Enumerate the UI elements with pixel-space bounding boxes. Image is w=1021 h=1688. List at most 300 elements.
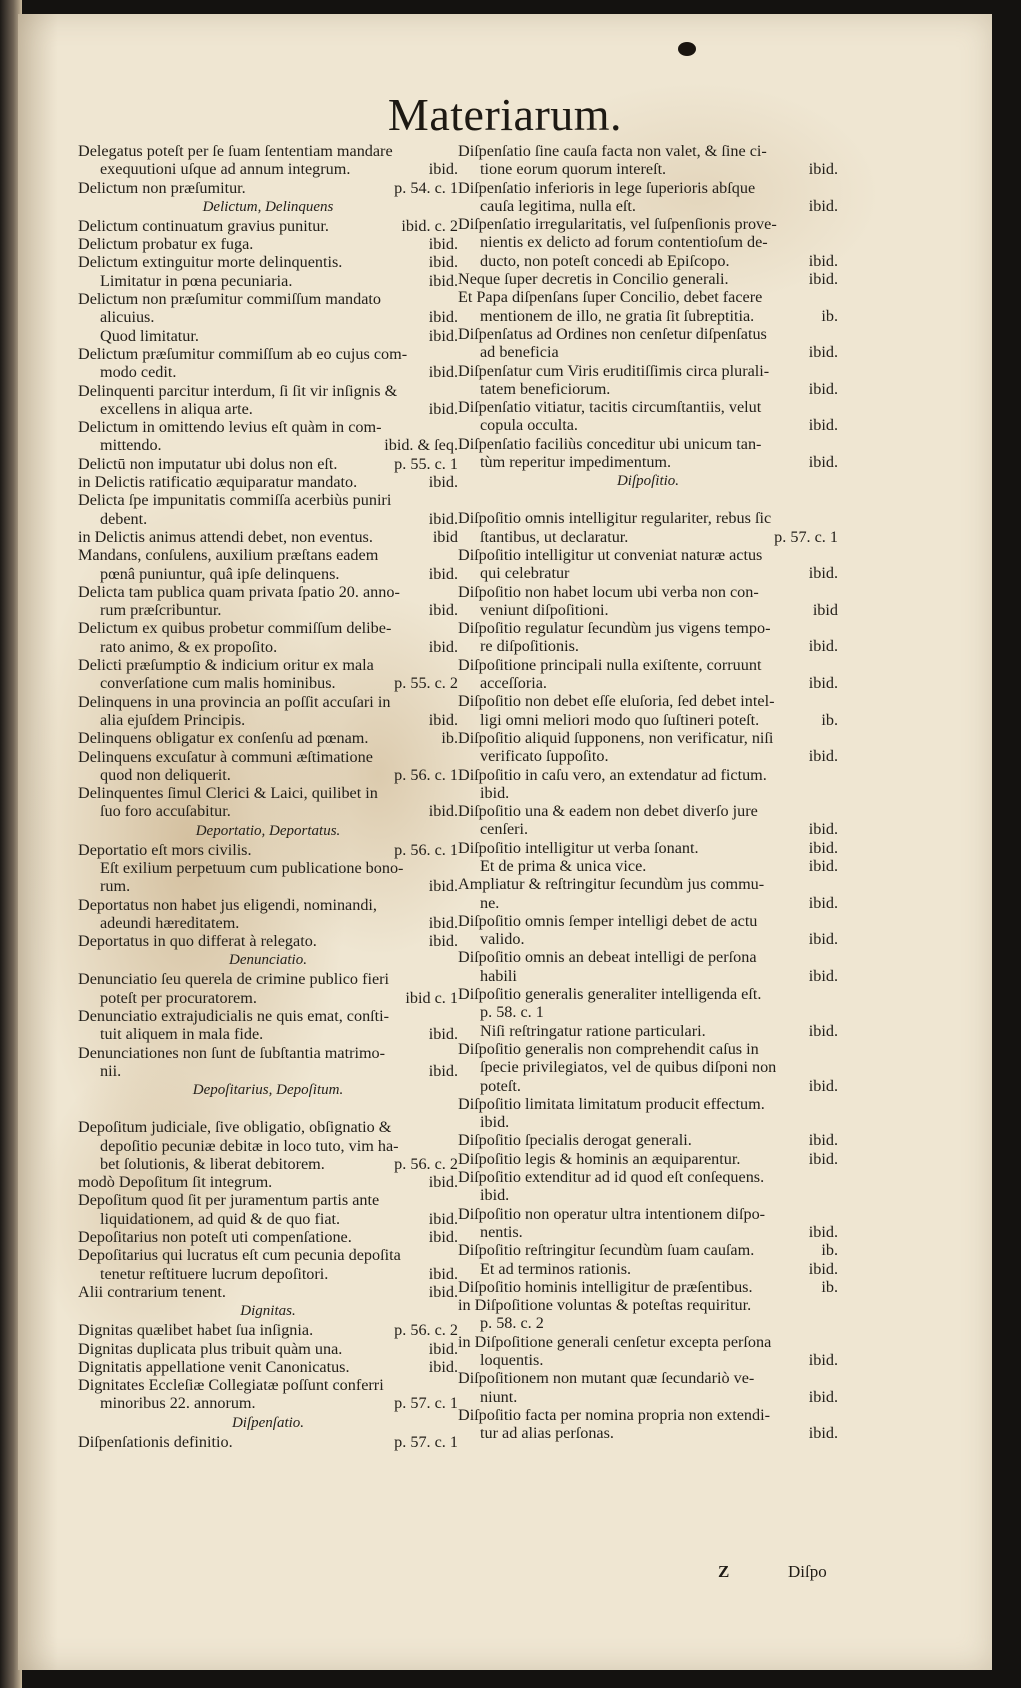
page-reference: p. 56. c. 2: [394, 1154, 458, 1173]
index-entry: [78, 1191, 458, 1228]
entry-text: Deportatus in quo differat à relegato.: [78, 932, 317, 951]
page-reference: ibid. c. 2: [401, 216, 458, 235]
entry-text: ſpecie privilegiatos, vel de quibus diſponi non: [480, 1058, 777, 1077]
index-entry: [78, 784, 458, 821]
entry-text: cenſeri.: [480, 820, 529, 839]
page-reference: ibid.: [808, 893, 838, 912]
index-entry: [78, 179, 458, 197]
entry-text: Diſpoſitio non debet eſſe eluſoria, ſed debet intel-: [458, 692, 775, 711]
entry-text: Depoſitum quod ſit per juramentum partis ante: [78, 1191, 380, 1210]
right-column: [458, 142, 838, 1442]
index-entry: [78, 693, 458, 730]
index-entry: [78, 932, 458, 950]
page-reference: ibid.: [428, 1282, 458, 1301]
entry-text: p. 58. c. 1: [480, 1003, 544, 1022]
entry-text: Eſt exilium perpetuum cum publicatione bono-: [100, 858, 404, 877]
page-reference: ibid.: [428, 326, 458, 345]
page-reference: ibid.: [428, 1228, 458, 1247]
entry-text: ſtantibus, ut declaratur.: [480, 527, 629, 546]
index-entry: [458, 1022, 838, 1040]
entry-text: liquidationem, ad quid & de quo fiat.: [100, 1209, 341, 1228]
page-reference: ibid.: [428, 399, 458, 418]
page-reference: ibid.: [428, 601, 458, 620]
entry-text: Delinquens obligatur ex conſenſu ad pœnam.: [78, 729, 369, 748]
index-entry: [78, 583, 458, 620]
entry-text: Diſpoſitio legis & hominis an æquiparentur.: [458, 1149, 741, 1168]
entry-text: depoſitio pecuniæ debitæ in loco tuto, vim ha-: [100, 1136, 399, 1155]
index-entry: [458, 692, 838, 729]
index-entry: [78, 455, 458, 473]
page-reference: ibid.: [428, 235, 458, 254]
page-reference: p. 57. c. 1: [774, 527, 838, 546]
entry-text: Delictum extinguitur morte delinquentis.: [78, 253, 343, 272]
page-reference: ibid.: [428, 932, 458, 951]
page-reference: ibid.: [428, 710, 458, 729]
index-entry: [78, 841, 458, 859]
index-entry: [458, 1095, 838, 1132]
entry-text: Ampliatur & reſtringitur ſecundùm jus commu-: [458, 875, 765, 894]
entry-text: in Diſpoſitione voluntas & poteſtas requiritur.: [458, 1296, 752, 1315]
entry-text: Delictum præſumitur commiſſum ab eo cujus com-: [78, 344, 408, 363]
entry-text: Diſpoſitio ſpecialis derogat generali.: [458, 1131, 692, 1150]
entry-text: Diſpoſitio non habet locum ubi verba non con-: [458, 582, 759, 601]
page-reference: ibid.: [808, 637, 838, 656]
entry-text: Et Papa diſpenſans ſuper Concilio, debet facere: [458, 288, 763, 307]
index-entry: [458, 1369, 838, 1406]
index-entry: [458, 985, 838, 1022]
entry-text: Diſpoſitio limitata limitatum producit effectum.: [458, 1094, 765, 1113]
index-entry: [458, 142, 838, 179]
entry-text: adeundi hæreditatem.: [100, 913, 240, 932]
entry-text: Diſpoſitionem non mutant quæ ſecundariò ve-: [458, 1369, 755, 1388]
page-reference: ibid. & ſeq.: [384, 436, 458, 455]
page-reference: p. 56. c. 1: [394, 765, 458, 784]
entry-text: Delinquentes ſimul Clerici & Laici, quilibet in: [78, 784, 378, 803]
entry-text: Depoſitarius non poteſt uti compenſatione.: [78, 1228, 352, 1247]
page-reference: ibid.: [428, 1209, 458, 1228]
page-reference: ibid.: [808, 1131, 838, 1150]
page-reference: ibid.: [808, 416, 838, 435]
ink-blot: [678, 42, 696, 56]
index-entry: [78, 729, 458, 747]
page-reference: ibid.: [428, 1173, 458, 1192]
entry-text: Diſpoſitio omnis ſemper intelligi debet de actu: [458, 911, 758, 930]
entry-text: Delinquens in una provincia an poſſit accuſari in: [78, 692, 391, 711]
page-reference: ibid.: [808, 379, 838, 398]
index-entry: [458, 1150, 838, 1168]
page-reference: ibid.: [428, 271, 458, 290]
page-reference: ibid.: [428, 308, 458, 327]
entry-text: Diſpenſatio irregularitatis, vel ſuſpenſionis prove-: [458, 215, 777, 234]
page-reference: ibid.: [808, 343, 838, 362]
entry-text: Diſpoſitione principali nulla exiſtente, corruunt: [458, 655, 762, 674]
entry-text: Delicta ſpe impunitatis commiſſa acerbiùs puniri: [78, 491, 392, 510]
page-reference: ibid.: [428, 913, 458, 932]
entry-text: Neque ſuper decretis in Concilio generali.: [458, 270, 729, 289]
entry-text: ſuo foro accuſabitur.: [100, 802, 231, 821]
entry-text: Diſpenſationis definitio.: [78, 1432, 233, 1451]
section-heading: Diſpoſitio.: [616, 473, 680, 490]
entry-text: in Delictis animus attendi debet, non eventus.: [78, 527, 373, 546]
entry-text: pœnâ puniuntur, quâ ipſe delinquens.: [100, 564, 340, 583]
entry-text: Dignitatis appellatione venit Canonicatus.: [78, 1357, 350, 1376]
entry-text: Diſpoſitio in caſu vero, an extendatur ad fictum.: [458, 765, 767, 784]
page-reference: ibid.: [428, 877, 458, 896]
entry-text: Et de prima & unica vice.: [480, 856, 647, 875]
entry-text: habili: [480, 966, 517, 985]
page-reference: ib.: [821, 710, 838, 729]
entry-text: Depoſitarius qui lucratus eſt cum pecunia depoſita: [78, 1246, 401, 1265]
index-entry: [458, 948, 838, 985]
page-reference: ibid.: [808, 930, 838, 949]
page-reference: p. 56. c. 2: [394, 1321, 458, 1340]
entry-text: tuit aliquem in mala fide.: [100, 1025, 264, 1044]
page-reference: ibid.: [808, 453, 838, 472]
entry-text: nientis ex delicto ad forum contentioſum de-: [480, 233, 768, 252]
section-heading: Delictum, Delinquens: [202, 198, 334, 215]
entry-text: Dignitates Eccleſiæ Collegiatæ poſſunt conferri: [78, 1376, 384, 1395]
section-heading: Dignitas.: [240, 1303, 296, 1320]
index-entry: [78, 546, 458, 583]
index-entry: [458, 546, 838, 583]
entry-text: cauſa legitima, nulla eſt.: [480, 196, 636, 215]
signature-mark: Z: [718, 1562, 730, 1581]
entry-text: Limitatur in pœna pecuniaria.: [100, 271, 293, 290]
index-entry: [458, 435, 838, 472]
page-reference: ibid.: [428, 160, 458, 179]
index-entry: [78, 290, 458, 327]
entry-text: excellens in aliqua arte.: [100, 399, 253, 418]
index-entry: [458, 179, 838, 216]
entry-text: Delicta tam publica quam privata ſpatio 20. anno-: [78, 582, 400, 601]
entry-text: Quod limitatur.: [100, 326, 199, 345]
index-entry: [458, 325, 838, 362]
entry-text: Delegatus poteſt per ſe ſuam ſententiam mandare: [78, 142, 393, 160]
entry-text: Diſpenſatur cum Viris eruditiſſimis circa plurali-: [458, 361, 770, 380]
entry-text: Delictum non præſumitur commiſſum mandato: [78, 290, 382, 309]
page-reference: ibid.: [808, 856, 838, 875]
index-entry: [78, 418, 458, 455]
index-entry: [78, 528, 458, 546]
index-entry: [78, 1246, 458, 1283]
entry-text: Deportatus non habet jus eligendi, nominandi,: [78, 895, 377, 914]
page-reference: ib.: [821, 1277, 838, 1296]
entry-text: Diſpoſitio omnis intelligitur regulariter, rebus ſic: [458, 509, 772, 528]
entry-text: Delinquens excuſatur à communi æſtimatione: [78, 747, 373, 766]
entry-text: Denunciatio ſeu querela de crimine publico fieri: [78, 970, 390, 989]
page-reference: ibid.: [808, 251, 838, 270]
page-reference: ibid.: [808, 1424, 838, 1443]
entry-text: re diſpoſitionis.: [480, 637, 579, 656]
page-reference: ibid.: [808, 674, 838, 693]
index-entry: [458, 583, 838, 620]
index-entry: [458, 729, 838, 766]
index-entry: [458, 766, 838, 803]
index-entry: [78, 748, 458, 785]
index-entry: [458, 1168, 838, 1205]
entry-text: Et ad terminos rationis.: [480, 1259, 632, 1278]
index-entry: [78, 1433, 458, 1451]
index-entry: [458, 1205, 838, 1242]
entry-text: exequutioni uſque ad annum integrum.: [100, 160, 351, 179]
page-reference: ibid.: [428, 1357, 458, 1376]
index-entry: [458, 875, 838, 912]
entry-text: Delictū non imputatur ubi dolus non eſt.: [78, 454, 338, 473]
index-entry: [78, 896, 458, 933]
index-entry: [78, 1376, 458, 1413]
page-reference: p. 55. c. 2: [394, 674, 458, 693]
page-reference: ibid.: [808, 820, 838, 839]
entry-text: Diſpenſatio vitiatur, tacitis circumſtantiis, velut: [458, 398, 762, 417]
catchword: Diſpo: [788, 1562, 827, 1581]
entry-text: Diſpoſitio non operatur ultra intentionem diſpo-: [458, 1204, 766, 1223]
entry-text: veniunt diſpoſitioni.: [480, 600, 609, 619]
entry-text: Diſpenſatio inferioris in lege ſuperioris abſque: [458, 178, 756, 197]
page-reference: p. 57. c. 1: [394, 1394, 458, 1413]
entry-text: Diſpoſitio omnis an debeat intelligi de perſona: [458, 948, 757, 967]
entry-text: Diſpenſatus ad Ordines non cenſetur diſpenſatus: [458, 324, 767, 343]
section-heading: Diſpenſatio.: [231, 1414, 305, 1431]
entry-text: tatem beneficiorum.: [480, 379, 611, 398]
page-reference: ibid.: [428, 1025, 458, 1044]
page-reference: ibid.: [808, 1222, 838, 1241]
entry-text: ligi omni meliori modo quo ſuſtineri poteſt.: [480, 710, 760, 729]
entry-text: Delictum probatur ex fuga.: [78, 235, 254, 254]
entry-text: valido.: [480, 930, 525, 949]
entry-text: tenetur reſtituere lucrum depoſitori.: [100, 1264, 329, 1283]
entry-text: Diſpoſitio extenditur ad id quod eſt conſequens.: [458, 1168, 765, 1187]
page-reference: ibid.: [428, 1061, 458, 1080]
index-entry: [78, 1358, 458, 1376]
entry-text: alia ejuſdem Principis.: [100, 710, 246, 729]
index-entry: [78, 1340, 458, 1358]
entry-text: Diſpoſitio facta per nomina propria non extendi-: [458, 1405, 770, 1424]
index-entry: [78, 1118, 458, 1173]
entry-text: quod non deliquerit.: [100, 765, 231, 784]
entry-text: qui celebratur: [480, 564, 570, 583]
entry-text: loquentis.: [480, 1351, 544, 1369]
left-column: [78, 142, 458, 1451]
page-reference: ibid.: [808, 564, 838, 583]
page-reference: ibid.: [808, 1387, 838, 1406]
index-entry: [458, 1040, 838, 1095]
entry-text: Diſpoſitio una & eadem non debet diverſo jure: [458, 802, 758, 821]
index-entry: [78, 1321, 458, 1339]
entry-text: alicuius.: [100, 308, 155, 327]
entry-text: p. 58. c. 2: [480, 1314, 544, 1333]
entry-text: Denunciatio extrajudicialis ne quis emat, conſti-: [78, 1007, 390, 1026]
index-entry: [78, 473, 458, 491]
entry-text: Dignitas quælibet habet ſua inſignia.: [78, 1321, 314, 1340]
page-reference: ibid.: [808, 270, 838, 289]
index-entry: [458, 1241, 838, 1259]
entry-text: ad beneficia: [480, 343, 559, 362]
page-reference: ib.: [821, 306, 838, 325]
page-reference: ibid.: [808, 1076, 838, 1095]
page-reference: ibid.: [428, 802, 458, 821]
entry-text: in Diſpoſitione generali cenſetur excepta perſona: [458, 1332, 772, 1351]
entry-text: ibid.: [480, 1186, 510, 1205]
entry-text: poteſt per procuratorem.: [100, 988, 257, 1007]
entry-text: Delicti præſumptio & indicium oritur ex mala: [78, 656, 374, 675]
entry-text: Diſpenſatio faciliùs conceditur ubi unicum tan-: [458, 434, 762, 453]
entry-text: rum præſcribuntur.: [100, 601, 222, 620]
index-entry: [78, 272, 458, 290]
entry-text: Diſpoſitio generalis non comprehendit caſus in: [458, 1039, 759, 1058]
index-entry: [458, 656, 838, 693]
entry-text: Diſpoſitio generalis generaliter intelligenda eſt.: [458, 985, 762, 1004]
page-reference: p. 57. c. 1: [394, 1432, 458, 1451]
page-reference: ibid.: [428, 509, 458, 528]
index-entry: [458, 912, 838, 949]
page-reference: ibid.: [428, 637, 458, 656]
page-reference: ibid.: [428, 473, 458, 492]
section-heading: Deportatio, Deportatus.: [195, 822, 341, 839]
entry-text: Diſpoſitio hominis intelligitur de præſentibus.: [458, 1277, 753, 1296]
page-reference: ibid.: [808, 1021, 838, 1040]
entry-text: Depoſitum judiciale, ſive obligatio, obſignatio &: [78, 1118, 392, 1137]
index-entry: [458, 1260, 838, 1278]
index-entry: [78, 1283, 458, 1301]
index-entry: [78, 345, 458, 382]
page-reference: ibid.: [428, 564, 458, 583]
index-entry: [78, 327, 458, 345]
page-reference: ib.: [441, 729, 458, 748]
index-entry: [78, 382, 458, 419]
index-entry: [458, 1333, 838, 1370]
page-reference: ibid.: [808, 196, 838, 215]
entry-text: tùm reperitur impedimentum.: [480, 453, 672, 472]
entry-text: acceſſoria.: [480, 674, 547, 693]
entry-text: Delictum in omittendo levius eſt quàm in com-: [78, 418, 382, 437]
page-reference: ibid.: [428, 253, 458, 272]
page-reference: p. 55. c. 1: [394, 454, 458, 473]
entry-text: Alii contrarium tenent.: [78, 1282, 226, 1301]
spacer: [78, 1100, 458, 1118]
index-entry: [78, 619, 458, 656]
spacer: [458, 491, 838, 509]
page-reference: ibid.: [428, 363, 458, 382]
page-reference: ibid: [812, 600, 838, 619]
page-reference: p. 56. c. 1: [394, 840, 458, 859]
entry-text: in Delictis ratificatio æquiparatur mandato.: [78, 473, 358, 492]
index-entry: [458, 215, 838, 270]
entry-text: niunt.: [480, 1387, 518, 1406]
page-reference: ibid.: [808, 1351, 838, 1369]
page-reference: ibid.: [808, 160, 838, 179]
index-entry: [78, 142, 458, 179]
entry-text: Niſi reſtringatur ratione particulari.: [480, 1021, 706, 1040]
entry-text: ducto, non poteſt concedi ab Epiſcopo.: [480, 251, 730, 270]
index-entry: [78, 1228, 458, 1246]
index-entry: [458, 398, 838, 435]
index-entry: [78, 1173, 458, 1191]
entry-text: poteſt.: [480, 1076, 521, 1095]
index-entry: [78, 491, 458, 528]
index-entry: [78, 1044, 458, 1081]
index-entry: [78, 217, 458, 235]
page-reference: ibid.: [808, 838, 838, 857]
entry-text: debent.: [100, 509, 148, 528]
page-reference: ibid c. 1: [405, 988, 458, 1007]
entry-text: ne.: [480, 893, 500, 912]
page-reference: ibid.: [808, 1149, 838, 1168]
entry-text: mentionem de illo, ne gratia ſit ſubreptitia.: [480, 306, 755, 325]
entry-text: verificato ſuppoſito.: [480, 747, 609, 766]
entry-text: Diſpoſitio aliquid ſupponens, non verificatur, niſi: [458, 728, 774, 747]
entry-text: tur ad alias perſonas.: [480, 1424, 614, 1443]
index-entry: [458, 270, 838, 288]
index-entry: [458, 802, 838, 839]
page-reference: ibid.: [808, 747, 838, 766]
index-entry: [78, 253, 458, 271]
page-reference: ibid.: [808, 1259, 838, 1278]
entry-text: Delictum non præſumitur.: [78, 178, 246, 197]
entry-text: ibid.: [480, 1113, 510, 1132]
index-entry: [458, 1296, 838, 1333]
entry-text: converſatione cum malis hominibus.: [100, 674, 336, 693]
entry-text: mittendo.: [100, 436, 162, 455]
index-entry: [78, 235, 458, 253]
entry-text: Denunciationes non ſunt de ſubſtantia matrimo-: [78, 1043, 386, 1062]
entry-text: copula occulta.: [480, 416, 578, 435]
index-entry: [458, 619, 838, 656]
index-entry: [458, 1278, 838, 1296]
index-entry: [78, 656, 458, 693]
entry-text: nentis.: [480, 1222, 523, 1241]
page-reference: ibid.: [428, 1339, 458, 1358]
entry-text: ibid.: [480, 783, 510, 802]
page-reference: ibid: [432, 527, 458, 546]
index-entry: [458, 1131, 838, 1149]
index-entry: [458, 362, 838, 399]
index-entry: [458, 857, 838, 875]
entry-text: modò Depoſitum ſit integrum.: [78, 1173, 273, 1192]
entry-text: Diſpoſitio regulatur ſecundùm jus vigens tempo-: [458, 619, 771, 638]
index-entry: [78, 859, 458, 896]
entry-text: rato animo, & ex propoſito.: [100, 637, 278, 656]
index-entry: [78, 1007, 458, 1044]
page-reference: p. 54. c. 1: [394, 178, 458, 197]
page-reference: ibid.: [808, 966, 838, 985]
entry-text: Delictum ex quibus probetur commiſſum delibe-: [78, 619, 392, 638]
page-reference: ibid.: [428, 1264, 458, 1283]
entry-text: Diſpoſitio reſtringitur ſecundùm ſuam cauſam.: [458, 1241, 755, 1260]
entry-text: modo cedit.: [100, 363, 177, 382]
entry-text: bet ſolutionis, & liberat debitorem.: [100, 1154, 325, 1173]
index-entry: [458, 839, 838, 857]
index-entry: [78, 970, 458, 1007]
entry-text: Diſpoſitio intelligitur ut verba ſonant.: [458, 838, 699, 857]
page-title: Materiarum.: [387, 89, 623, 140]
entry-text: Diſpoſitio intelligitur ut conveniat naturæ actus: [458, 545, 763, 564]
entry-text: nii.: [100, 1061, 122, 1080]
index-entry: [458, 1406, 838, 1443]
page-reference: ib.: [821, 1241, 838, 1260]
book-page: [18, 14, 992, 1670]
entry-text: Deportatio eſt mors civilis.: [78, 840, 252, 859]
entry-text: Diſpenſatio ſine cauſa facta non valet, & ſine ci-: [458, 142, 767, 160]
section-heading: Denunciatio.: [229, 952, 307, 969]
entry-text: Dignitas duplicata plus tribuit quàm una.: [78, 1339, 343, 1358]
entry-text: Delinquenti parcitur interdum, ſi ſit vir inſignis &: [78, 381, 398, 400]
entry-text: minoribus 22. annorum.: [100, 1394, 256, 1413]
entry-text: rum.: [100, 877, 131, 896]
entry-text: Mandans, conſulens, auxilium præſtans eadem: [78, 546, 379, 565]
index-entry: [458, 509, 838, 546]
section-heading: Depoſitarius, Depoſitum.: [192, 1082, 344, 1099]
entry-text: tione eorum quorum intereſt.: [480, 160, 667, 179]
